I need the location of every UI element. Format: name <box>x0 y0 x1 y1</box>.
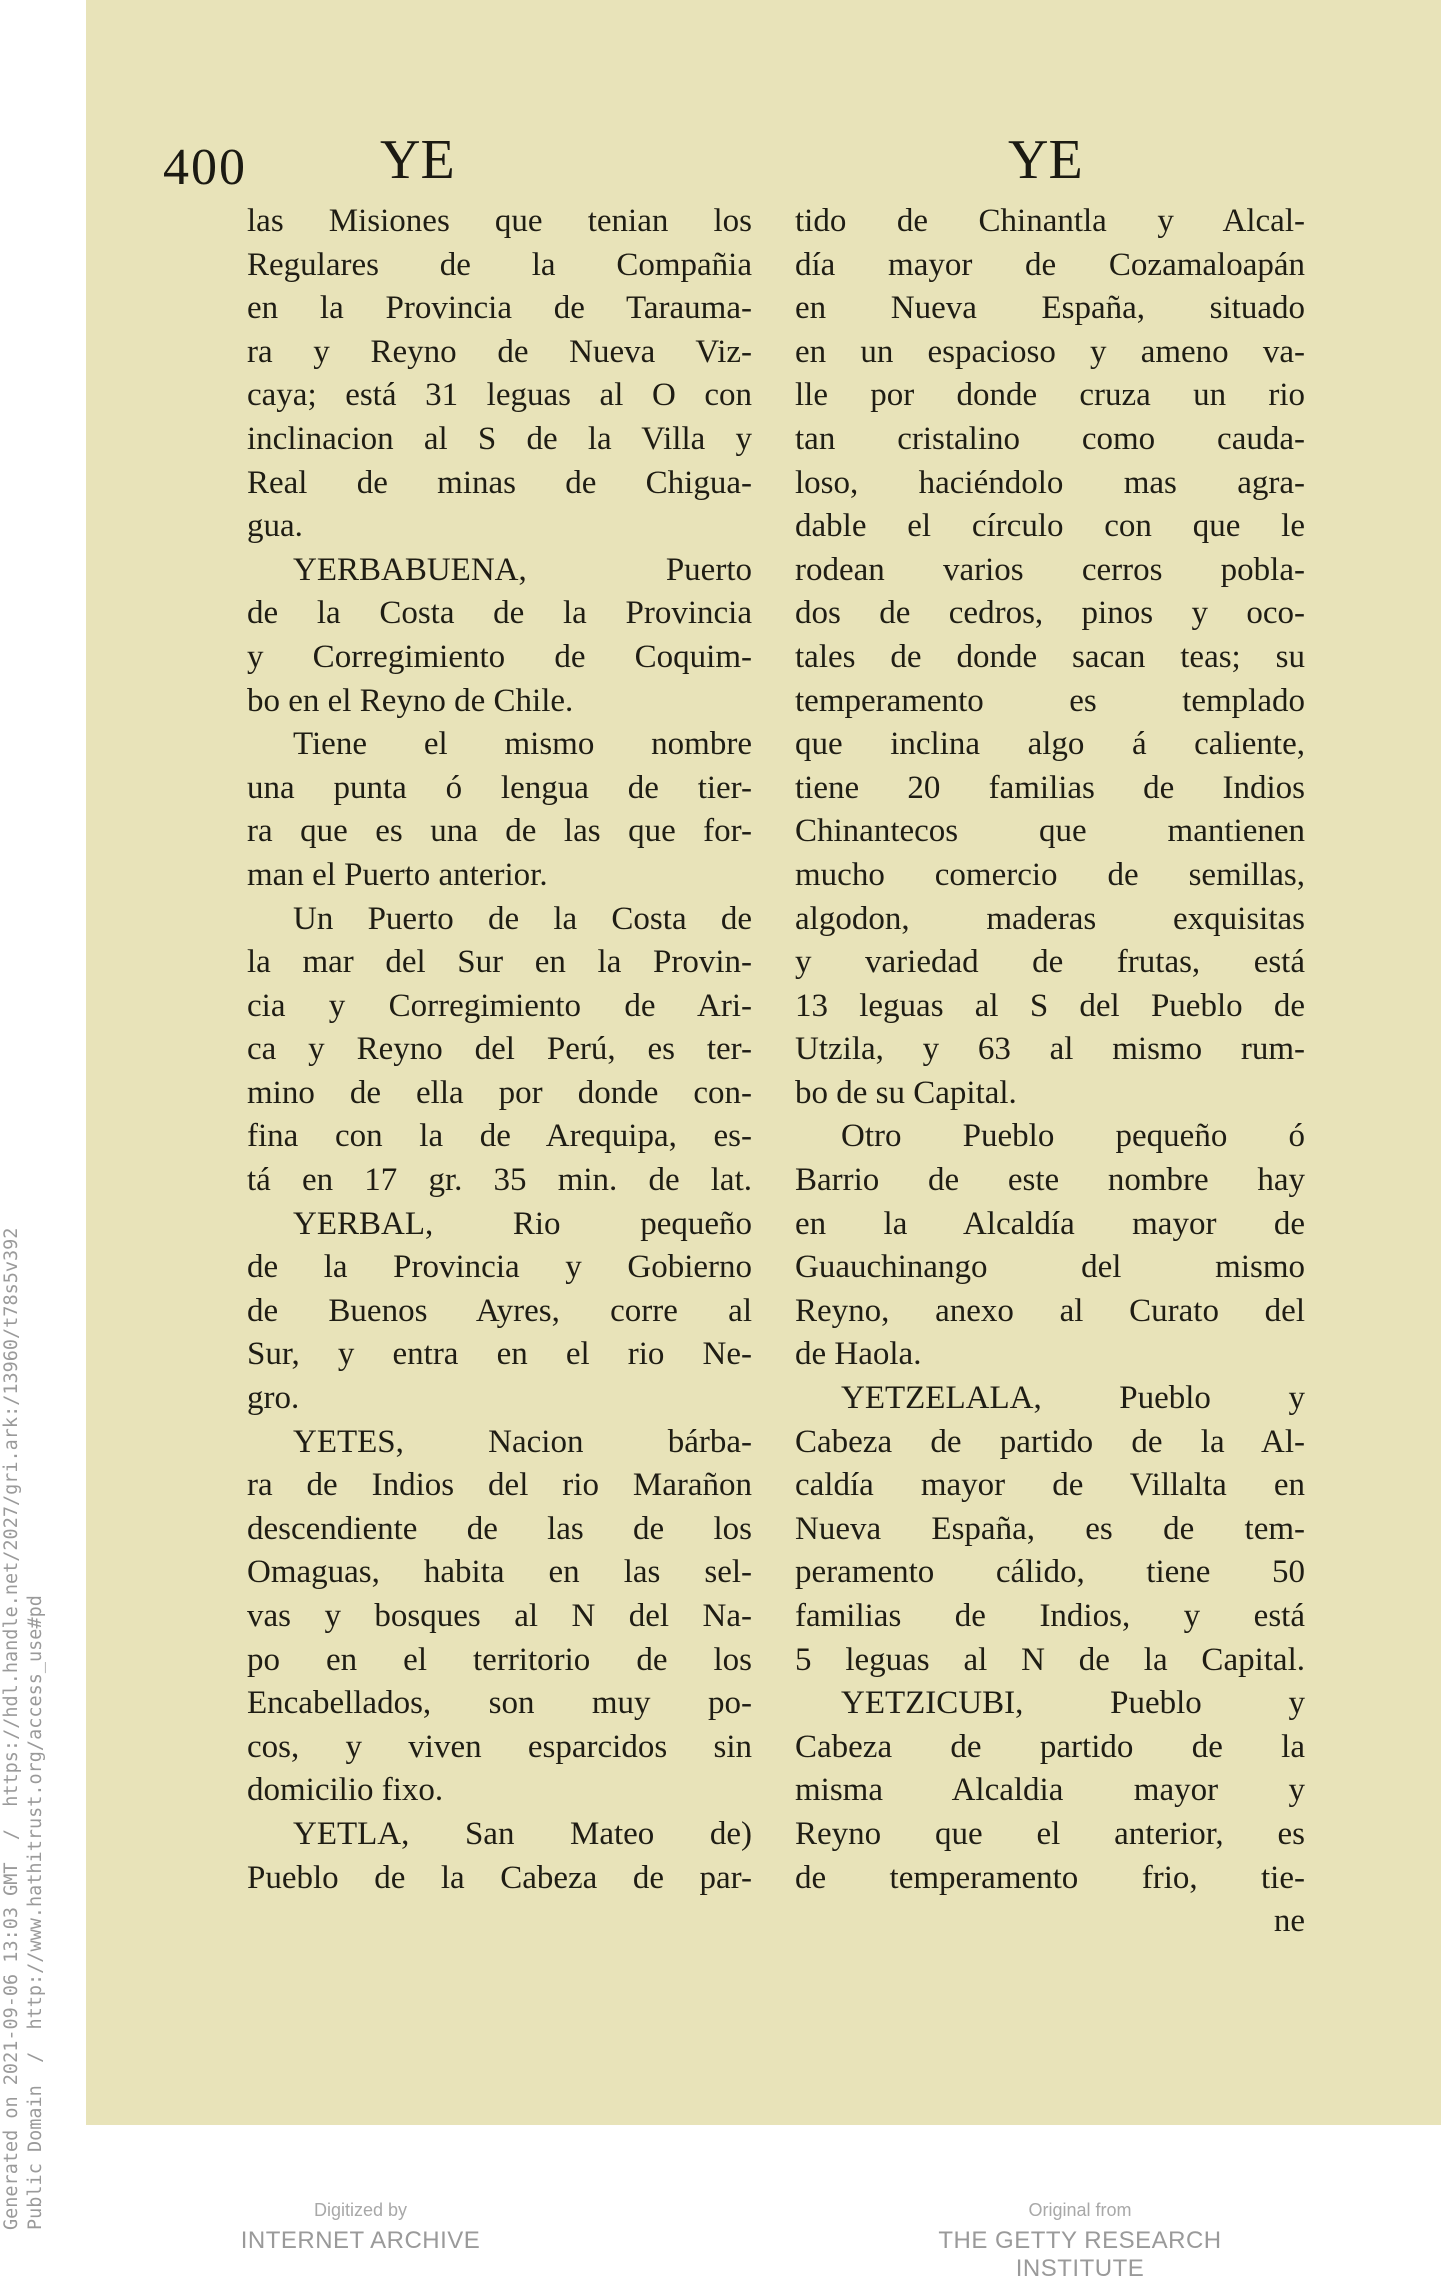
text-line: Encabellados, son muy po- <box>247 1685 752 1722</box>
left-running-head: YE <box>380 129 455 191</box>
text-line: man el Puerto anterior. <box>247 856 548 893</box>
page-number: 400 <box>163 139 247 196</box>
hathitrust-watermark <box>0 1228 48 2230</box>
text-line: bo en el Reyno de Chile. <box>247 682 574 719</box>
text-line: Pueblo de la Cabeza de par- <box>247 1859 752 1896</box>
text-line: tido de Chinantla y Alcal- <box>795 203 1305 239</box>
text-line: Omaguas, habita en las sel- <box>247 1554 752 1591</box>
footer-digitized-by <box>238 2200 483 2255</box>
text-line: y Corregimiento de Coquim- <box>247 638 752 675</box>
text-line: tales de donde sacan teas; su <box>795 638 1305 675</box>
text-line: tá en 17 gr. 35 min. de lat. <box>247 1162 752 1199</box>
text-line: de la Costa de la Provincia <box>247 595 752 632</box>
text-line: en Nueva España, situado <box>795 290 1305 327</box>
text-line: de temperamento frio, tie- <box>795 1859 1305 1896</box>
text-line: po en el territorio de los <box>247 1641 752 1678</box>
watermark-line-1: Generated on 2021-09-06 13:03 GMT / https://hdl.handle.net/2027/gri.ark:/13960/t78s5v392 <box>1 1227 22 2230</box>
text-line: misma Alcaldia mayor y <box>795 1772 1305 1809</box>
text-line: YETES, Nacion bárba- <box>293 1423 752 1460</box>
text-line: descendiente de las de los <box>247 1510 752 1547</box>
footer-original-label: Original from <box>1028 2200 1132 2220</box>
text-line: mino de ella por donde con- <box>247 1074 752 1111</box>
text-line: día mayor de Cozamaloapán <box>795 246 1305 283</box>
text-line: familias de Indios, y está <box>795 1598 1305 1634</box>
text-line: dos de cedros, pinos y oco- <box>795 595 1305 632</box>
text-line: una punta ó lengua de tier- <box>247 769 752 806</box>
text-line: YETZELALA, Pueblo y <box>841 1380 1305 1417</box>
text-line: 5 leguas al N de la Capital. <box>795 1641 1305 1678</box>
text-line: bo de su Capital. <box>795 1074 1017 1111</box>
text-line: Barrio de este nombre hay <box>795 1162 1305 1199</box>
text-line: ne <box>1273 1903 1305 1940</box>
text-line: dable el círculo con que le <box>795 508 1305 545</box>
text-line: cos, y viven esparcidos sin <box>247 1728 752 1765</box>
text-line: y variedad de frutas, está <box>795 944 1305 981</box>
text-line: 13 leguas al S del Pueblo de <box>795 987 1305 1024</box>
text-line: algodon, maderas exquisitas <box>795 900 1305 937</box>
text-line: mucho comercio de semillas, <box>795 856 1305 893</box>
text-line: de la Provincia y Gobierno <box>247 1249 752 1286</box>
text-line: YETLA, San Mateo de) <box>293 1815 752 1852</box>
text-line: inclinacion al S de la Villa y <box>247 420 752 457</box>
text-line: domicilio fixo. <box>247 1772 444 1809</box>
text-line: Cabeza de partido de la Al- <box>795 1423 1305 1460</box>
text-line: de Haola. <box>795 1336 922 1373</box>
text-line: Cabeza de partido de la <box>795 1728 1305 1765</box>
text-line: Tiene el mismo nombre <box>293 726 752 763</box>
text-line: caldía mayor de Villalta en <box>795 1467 1305 1504</box>
text-line: cia y Corregimiento de Ari- <box>247 987 752 1024</box>
text-line: Reyno que el anterior, es <box>795 1815 1305 1852</box>
text-line: rodean varios cerros pobla- <box>795 551 1305 588</box>
text-line: caya; está 31 leguas al O con <box>247 377 752 414</box>
text-line: Real de minas de Chigua- <box>247 464 752 501</box>
text-line: las Misiones que tenian los <box>247 203 752 239</box>
text-line: Utzila, y 63 al mismo rum- <box>795 1031 1305 1068</box>
footer-original-from <box>880 2200 1280 2283</box>
text-line: ca y Reyno del Perú, es ter- <box>247 1031 752 1068</box>
text-line: gro. <box>247 1380 300 1417</box>
text-line: gua. <box>247 508 303 545</box>
text-line: en la Alcaldía mayor de <box>795 1205 1305 1242</box>
text-line: Otro Pueblo pequeño ó <box>841 1118 1305 1155</box>
text-line: Nueva España, es de tem- <box>795 1510 1305 1547</box>
text-line: temperamento es templado <box>795 682 1305 719</box>
left-text-column <box>247 200 752 1900</box>
text-line: Guauchinango del mismo <box>795 1249 1305 1286</box>
text-line: que inclina algo á caliente, <box>795 726 1305 763</box>
text-line: loso, haciéndolo mas agra- <box>795 464 1305 501</box>
text-line: en un espacioso y ameno va- <box>795 333 1305 370</box>
text-line: ra y Reyno de Nueva Viz- <box>247 333 752 370</box>
text-line: Sur, y entra en el rio Ne- <box>247 1336 752 1373</box>
text-line: de Buenos Ayres, corre al <box>247 1292 752 1329</box>
text-line: Chinantecos que mantienen <box>795 813 1305 850</box>
text-line: Regulares de la Compañia <box>247 246 752 283</box>
text-line: ra que es una de las que for- <box>247 813 752 850</box>
text-line: peramento cálido, tiene 50 <box>795 1554 1305 1591</box>
text-line: Reyno, anexo al Curato del <box>795 1292 1305 1329</box>
right-running-head: YE <box>1008 129 1083 191</box>
footer-digitized-label: Digitized by <box>313 2200 408 2220</box>
text-line: tiene 20 familias de Indios <box>795 769 1305 806</box>
text-line: la mar del Sur en la Provin- <box>247 944 752 981</box>
text-line: fina con la de Arequipa, es- <box>247 1118 752 1155</box>
text-line: tan cristalino como cauda- <box>795 420 1305 457</box>
text-line: Un Puerto de la Costa de <box>293 900 752 937</box>
right-text-column <box>795 200 1305 1944</box>
watermark-line-2: Public Domain / http://www.hathitrust.org/access_use#pd <box>25 1595 46 2230</box>
footer-getty: THE GETTY RESEARCH INSTITUTE <box>938 2227 1222 2282</box>
footer-internet-archive: INTERNET ARCHIVE <box>240 2227 481 2254</box>
text-line: YETZICUBI, Pueblo y <box>841 1685 1305 1722</box>
text-line: ra de Indios del rio Marañon <box>247 1467 752 1504</box>
text-line: vas y bosques al N del Na- <box>247 1598 752 1634</box>
text-line: YERBAL, Rio pequeño <box>293 1205 752 1242</box>
text-line: YERBABUENA, Puerto <box>293 551 752 588</box>
text-line: lle por donde cruza un rio <box>795 377 1305 414</box>
text-line: en la Provincia de Tarauma- <box>247 290 752 327</box>
